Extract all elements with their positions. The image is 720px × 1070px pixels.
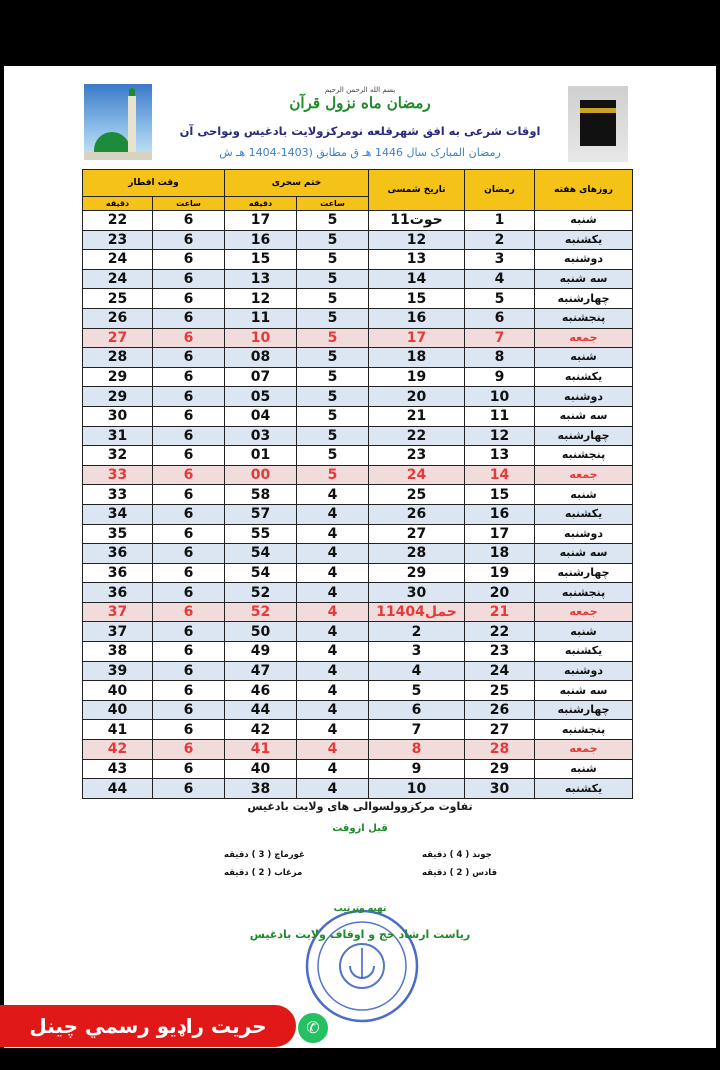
iftar-minute-cell: 35 (83, 524, 153, 544)
suhoor-hour-cell: 5 (297, 406, 369, 426)
weekday-cell: دوشنبه (535, 661, 633, 681)
iftar-minute-cell: 24 (83, 250, 153, 270)
ramadan-day-cell: 2 (465, 230, 535, 250)
weekday-cell: شنبه (535, 211, 633, 231)
table-row (83, 230, 633, 250)
page-subtitle: اوقات شرعی به افق شهرقلعه نومرکزولایت بادغیس ونواحی آن (179, 124, 541, 138)
suhoor-hour-cell: 4 (297, 583, 369, 603)
weekday-cell: جمعه (535, 465, 633, 485)
table-row (83, 563, 633, 583)
weekday-cell: جمعه (535, 602, 633, 622)
iftar-minute-cell: 36 (83, 583, 153, 603)
difference-title: تفاوت مرکزوولسوالی های ولایت بادغیس (247, 800, 473, 813)
iftar-hour-cell: 6 (153, 446, 225, 466)
ramadan-header: رمضان (465, 170, 535, 211)
iftar-minute-cell: 30 (83, 406, 153, 426)
iftar-hour-cell: 6 (153, 485, 225, 505)
solar-date-cell: 9 (369, 759, 465, 779)
suhoor-minute-cell: 10 (225, 328, 297, 348)
iftar-hour-cell: 6 (153, 563, 225, 583)
iftar-minute-cell: 31 (83, 426, 153, 446)
suhoor-minute-cell: 55 (225, 524, 297, 544)
ramadan-day-cell: 8 (465, 348, 535, 368)
suhoor-minute-cell: 46 (225, 681, 297, 701)
suhoor-minute-cell: 13 (225, 269, 297, 289)
weekday-cell: دوشنبه (535, 524, 633, 544)
table-row (83, 524, 633, 544)
suhoor-minute-cell: 44 (225, 700, 297, 720)
iftar-minute-cell: 36 (83, 544, 153, 564)
iftar-minute-cell: 29 (83, 367, 153, 387)
suhoor-hour-cell: 5 (297, 426, 369, 446)
weekday-cell: پنجشنبه (535, 583, 633, 603)
weekday-cell: سه شنبه (535, 544, 633, 564)
iftar-hour-cell: 6 (153, 230, 225, 250)
solar-date-cell: 17 (369, 328, 465, 348)
suhoor-hour-cell: 5 (297, 230, 369, 250)
ramadan-day-cell: 16 (465, 504, 535, 524)
solar-date-cell: 26 (369, 504, 465, 524)
iftar-minute-cell: 32 (83, 446, 153, 466)
solar-date-cell: 8 (369, 740, 465, 760)
ramadan-day-cell: 20 (465, 583, 535, 603)
suhoor-hour-cell: 4 (297, 700, 369, 720)
iftar-hour-cell: 6 (153, 308, 225, 328)
iftar-minute-cell: 37 (83, 602, 153, 622)
table-row (83, 348, 633, 368)
table-row (83, 328, 633, 348)
iftar-minute-cell: 39 (83, 661, 153, 681)
weekday-cell: شنبه (535, 622, 633, 642)
table-row (83, 779, 633, 799)
ramadan-day-cell: 9 (465, 367, 535, 387)
solar-date-cell: 23 (369, 446, 465, 466)
iftar-minute-cell: 40 (83, 681, 153, 701)
suhoor-hour-header: ساعت (297, 197, 369, 211)
weekday-cell: یکشنبه (535, 642, 633, 662)
solar-date-cell: 4 (369, 661, 465, 681)
solar-date-cell: 20 (369, 387, 465, 407)
weekday-cell: سه شنبه (535, 681, 633, 701)
difference-subtitle: قبل ازوقت (332, 823, 388, 834)
ramadan-day-cell: 26 (465, 700, 535, 720)
ramadan-day-cell: 27 (465, 720, 535, 740)
solar-date-cell: 29 (369, 563, 465, 583)
timetable-body (83, 211, 633, 799)
iftar-minute-cell: 24 (83, 269, 153, 289)
iftar-hour-cell: 6 (153, 465, 225, 485)
suhoor-hour-cell: 4 (297, 681, 369, 701)
suhoor-minute-cell: 47 (225, 661, 297, 681)
suhoor-hour-cell: 5 (297, 387, 369, 407)
suhoor-hour-cell: 4 (297, 759, 369, 779)
suhoor-minute-cell: 16 (225, 230, 297, 250)
ramadan-day-cell: 21 (465, 602, 535, 622)
iftar-hour-cell: 6 (153, 426, 225, 446)
district-ghormach: غورماچ ( 3 ) دقیقه (224, 850, 305, 860)
prepared-by-label: تهیه وترتیب (333, 904, 387, 914)
iftar-hour-header: ساعت (153, 197, 225, 211)
table-row (83, 720, 633, 740)
iftar-minute-cell: 43 (83, 759, 153, 779)
table-row (83, 740, 633, 760)
ramadan-day-cell: 15 (465, 485, 535, 505)
ramadan-day-cell: 12 (465, 426, 535, 446)
table-row (83, 544, 633, 564)
suhoor-hour-cell: 4 (297, 485, 369, 505)
suhoor-hour-cell: 5 (297, 465, 369, 485)
iftar-hour-cell: 6 (153, 661, 225, 681)
weekday-cell: سه شنبه (535, 406, 633, 426)
suhoor-minute-cell: 04 (225, 406, 297, 426)
document-page (4, 66, 716, 1048)
iftar-minute-cell: 44 (83, 779, 153, 799)
iftar-minute-cell: 27 (83, 328, 153, 348)
suhoor-minute-cell: 50 (225, 622, 297, 642)
table-row (83, 367, 633, 387)
solar-date-cell: 15 (369, 289, 465, 309)
solar-date-cell: 25 (369, 485, 465, 505)
ramadan-day-cell: 13 (465, 446, 535, 466)
suhoor-minute-cell: 05 (225, 387, 297, 407)
iftar-hour-cell: 6 (153, 622, 225, 642)
iftar-hour-cell: 6 (153, 348, 225, 368)
iftar-hour-cell: 6 (153, 504, 225, 524)
iftar-hour-cell: 6 (153, 583, 225, 603)
table-row (83, 504, 633, 524)
solar-date-cell: 11حوت (369, 211, 465, 231)
weekday-cell: سه شنبه (535, 269, 633, 289)
suhoor-hour-cell: 5 (297, 269, 369, 289)
iftar-hour-cell: 6 (153, 289, 225, 309)
suhoor-hour-cell: 4 (297, 504, 369, 524)
iftar-minute-cell: 41 (83, 720, 153, 740)
table-row (83, 661, 633, 681)
suhoor-minute-cell: 52 (225, 602, 297, 622)
suhoor-hour-cell: 4 (297, 622, 369, 642)
table-row (83, 406, 633, 426)
solar-date-header: تاریخ شمسی (369, 170, 465, 211)
iftar-hour-cell: 6 (153, 740, 225, 760)
suhoor-minute-cell: 07 (225, 367, 297, 387)
iftar-hour-cell: 6 (153, 642, 225, 662)
solar-date-cell: 7 (369, 720, 465, 740)
suhoor-minute-cell: 15 (225, 250, 297, 270)
table-row (83, 426, 633, 446)
iftar-minute-header: دقیقه (83, 197, 153, 211)
iftar-minute-cell: 38 (83, 642, 153, 662)
weekday-cell: دوشنبه (535, 387, 633, 407)
solar-date-cell: 16 (369, 308, 465, 328)
timetable (82, 169, 633, 799)
table-row (83, 583, 633, 603)
suhoor-minute-cell: 00 (225, 465, 297, 485)
ramadan-day-cell: 6 (465, 308, 535, 328)
district-jawand: جوند ( 4 ) دقیقه (422, 850, 492, 860)
weekday-cell: شنبه (535, 759, 633, 779)
table-row (83, 446, 633, 466)
iftar-hour-cell: 6 (153, 367, 225, 387)
solar-date-cell: 2 (369, 622, 465, 642)
iftar-minute-cell: 37 (83, 622, 153, 642)
ramadan-day-cell: 4 (465, 269, 535, 289)
iftar-hour-cell: 6 (153, 681, 225, 701)
solar-date-cell: 28 (369, 544, 465, 564)
table-row (83, 465, 633, 485)
suhoor-minute-cell: 54 (225, 563, 297, 583)
iftar-header: وقت افطار (83, 170, 225, 197)
suhoor-minute-cell: 01 (225, 446, 297, 466)
suhoor-hour-cell: 5 (297, 250, 369, 270)
iftar-hour-cell: 6 (153, 524, 225, 544)
iftar-hour-cell: 6 (153, 759, 225, 779)
solar-date-cell: 14 (369, 269, 465, 289)
suhoor-hour-cell: 4 (297, 524, 369, 544)
suhoor-minute-cell: 11 (225, 308, 297, 328)
page-subtitle-date: رمضان المبارک سال 1446 هـ ق مطابق (1403-1404 هـ ش (219, 146, 501, 159)
ramadan-day-cell: 1 (465, 211, 535, 231)
suhoor-hour-cell: 4 (297, 563, 369, 583)
ramadan-day-cell: 29 (465, 759, 535, 779)
suhoor-minute-cell: 17 (225, 211, 297, 231)
ramadan-day-cell: 19 (465, 563, 535, 583)
suhoor-minute-cell: 41 (225, 740, 297, 760)
iftar-hour-cell: 6 (153, 211, 225, 231)
iftar-minute-cell: 36 (83, 563, 153, 583)
channel-watermark (0, 1005, 330, 1050)
table-row (83, 622, 633, 642)
suhoor-hour-cell: 5 (297, 308, 369, 328)
table-row (83, 250, 633, 270)
suhoor-minute-cell: 49 (225, 642, 297, 662)
ramadan-day-cell: 18 (465, 544, 535, 564)
suhoor-hour-cell: 5 (297, 367, 369, 387)
suhoor-hour-cell: 5 (297, 446, 369, 466)
suhoor-hour-cell: 4 (297, 661, 369, 681)
weekday-cell: یکشنبه (535, 779, 633, 799)
suhoor-minute-cell: 40 (225, 759, 297, 779)
suhoor-header: ختم سحری (225, 170, 369, 197)
weekday-cell: چهارشنبه (535, 700, 633, 720)
solar-date-cell: 13 (369, 250, 465, 270)
solar-date-cell: 30 (369, 583, 465, 603)
ramadan-day-cell: 10 (465, 387, 535, 407)
weekday-cell: شنبه (535, 485, 633, 505)
solar-date-cell: 19 (369, 367, 465, 387)
suhoor-minute-cell: 03 (225, 426, 297, 446)
watermark-text: حريت راډيو رسمي چينل (0, 1005, 296, 1047)
suhoor-minute-cell: 38 (225, 779, 297, 799)
iftar-minute-cell: 28 (83, 348, 153, 368)
solar-date-cell: 18 (369, 348, 465, 368)
ramadan-day-cell: 24 (465, 661, 535, 681)
district-murghab: مرغاب ( 2 ) دقیقه (224, 868, 303, 878)
weekday-cell: جمعه (535, 740, 633, 760)
suhoor-hour-cell: 5 (297, 289, 369, 309)
page-title: رمضان ماه نزول قرآن (289, 94, 431, 112)
table-row (83, 211, 633, 231)
weekday-cell: شنبه (535, 348, 633, 368)
suhoor-minute-cell: 08 (225, 348, 297, 368)
iftar-hour-cell: 6 (153, 250, 225, 270)
iftar-minute-cell: 23 (83, 230, 153, 250)
weekday-cell: دوشنبه (535, 250, 633, 270)
table-row (83, 700, 633, 720)
ramadan-day-cell: 5 (465, 289, 535, 309)
ramadan-day-cell: 30 (465, 779, 535, 799)
weekday-cell: پنجشنبه (535, 720, 633, 740)
suhoor-hour-cell: 5 (297, 211, 369, 231)
solar-date-cell: 1حمل1404 (369, 602, 465, 622)
suhoor-minute-cell: 52 (225, 583, 297, 603)
iftar-minute-cell: 25 (83, 289, 153, 309)
solar-date-cell: 24 (369, 465, 465, 485)
weekday-cell: یکشنبه (535, 230, 633, 250)
iftar-minute-cell: 29 (83, 387, 153, 407)
table-row (83, 642, 633, 662)
whatsapp-icon: ✆ (296, 1011, 330, 1045)
iftar-hour-cell: 6 (153, 720, 225, 740)
table-row (83, 308, 633, 328)
iftar-hour-cell: 6 (153, 328, 225, 348)
solar-date-cell: 5 (369, 681, 465, 701)
presidency-name: ریاست ارشاد حج و اوقاف ولایت بادغیس (249, 928, 471, 941)
table-row (83, 681, 633, 701)
iftar-hour-cell: 6 (153, 544, 225, 564)
iftar-hour-cell: 6 (153, 602, 225, 622)
solar-date-cell: 3 (369, 642, 465, 662)
iftar-minute-cell: 22 (83, 211, 153, 231)
weekday-cell: جمعه (535, 328, 633, 348)
weekday-cell: چهارشنبه (535, 426, 633, 446)
ramadan-day-cell: 14 (465, 465, 535, 485)
weekday-cell: یکشنبه (535, 367, 633, 387)
iftar-minute-cell: 34 (83, 504, 153, 524)
weekday-cell: چهارشنبه (535, 563, 633, 583)
district-qadis: قادس ( 2 ) دقیقه (422, 868, 498, 878)
suhoor-minute-cell: 57 (225, 504, 297, 524)
ramadan-day-cell: 22 (465, 622, 535, 642)
solar-date-cell: 12 (369, 230, 465, 250)
table-row (83, 759, 633, 779)
solar-date-cell: 10 (369, 779, 465, 799)
iftar-hour-cell: 6 (153, 406, 225, 426)
ramadan-day-cell: 11 (465, 406, 535, 426)
table-row (83, 485, 633, 505)
suhoor-hour-cell: 5 (297, 348, 369, 368)
solar-date-cell: 6 (369, 700, 465, 720)
suhoor-minute-cell: 58 (225, 485, 297, 505)
solar-date-cell: 27 (369, 524, 465, 544)
solar-date-cell: 21 (369, 406, 465, 426)
iftar-minute-cell: 26 (83, 308, 153, 328)
suhoor-minute-cell: 42 (225, 720, 297, 740)
ramadan-day-cell: 7 (465, 328, 535, 348)
suhoor-hour-cell: 4 (297, 544, 369, 564)
iftar-hour-cell: 6 (153, 779, 225, 799)
weekday-cell: پنجشنبه (535, 308, 633, 328)
table-row (83, 269, 633, 289)
ramadan-day-cell: 3 (465, 250, 535, 270)
table-row (83, 602, 633, 622)
ramadan-day-cell: 23 (465, 642, 535, 662)
ramadan-day-cell: 17 (465, 524, 535, 544)
solar-date-cell: 22 (369, 426, 465, 446)
weekday-cell: یکشنبه (535, 504, 633, 524)
suhoor-hour-cell: 5 (297, 328, 369, 348)
iftar-hour-cell: 6 (153, 269, 225, 289)
suhoor-hour-cell: 4 (297, 779, 369, 799)
ramadan-day-cell: 28 (465, 740, 535, 760)
iftar-hour-cell: 6 (153, 700, 225, 720)
suhoor-minute-cell: 54 (225, 544, 297, 564)
suhoor-hour-cell: 4 (297, 720, 369, 740)
suhoor-hour-cell: 4 (297, 740, 369, 760)
iftar-minute-cell: 42 (83, 740, 153, 760)
suhoor-hour-cell: 4 (297, 642, 369, 662)
iftar-hour-cell: 6 (153, 387, 225, 407)
weekday-cell: پنجشنبه (535, 446, 633, 466)
table-row (83, 289, 633, 309)
iftar-minute-cell: 33 (83, 465, 153, 485)
suhoor-minute-cell: 12 (225, 289, 297, 309)
bismillah-text: بسم الله الرحمن الرحیم (324, 86, 396, 94)
table-row (83, 387, 633, 407)
iftar-minute-cell: 33 (83, 485, 153, 505)
weekday-header: روزهای هفته (535, 170, 633, 211)
ramadan-day-cell: 25 (465, 681, 535, 701)
weekday-cell: چهارشنبه (535, 289, 633, 309)
suhoor-hour-cell: 4 (297, 602, 369, 622)
iftar-minute-cell: 40 (83, 700, 153, 720)
suhoor-minute-header: دقیقه (225, 197, 297, 211)
